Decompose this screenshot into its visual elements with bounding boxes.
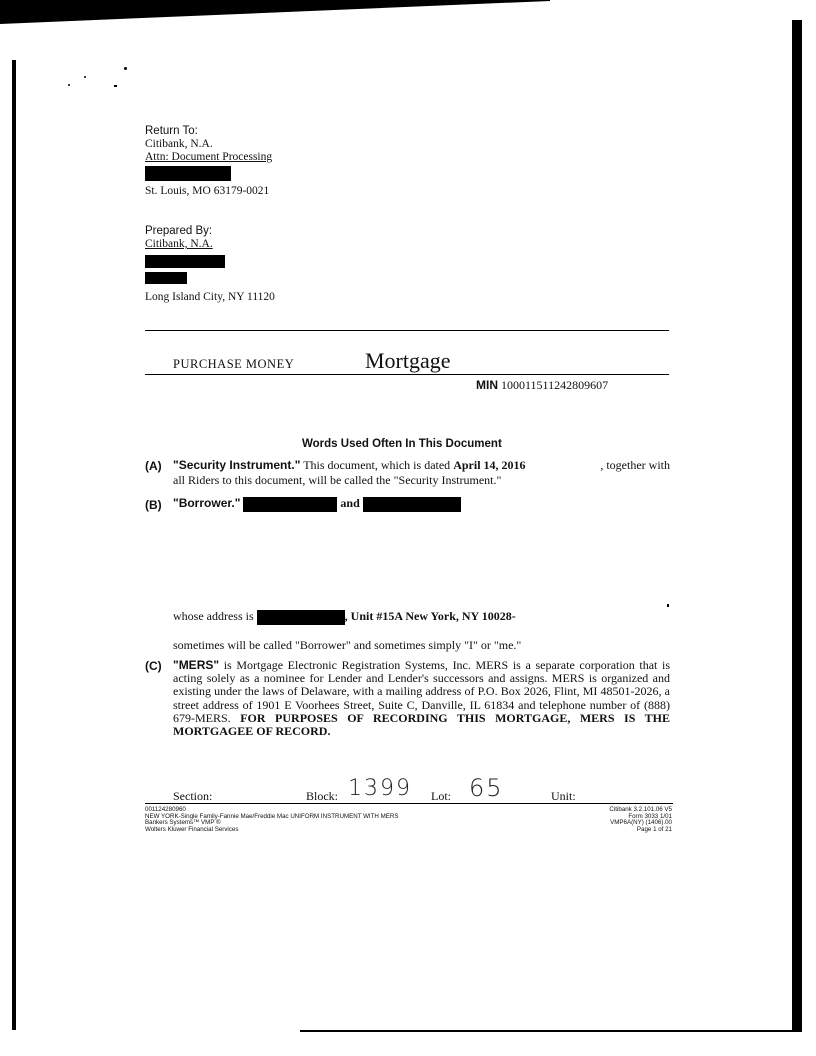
address-rest: , Unit #15A New York, NY 10028- [344,609,516,623]
item-c-paragraph [173,659,670,738]
scan-speck [114,85,117,87]
redaction-block [243,497,337,512]
return-to-line2: Attn: Document Processing [145,151,273,163]
footer-right [560,807,672,833]
scan-speck [68,84,70,86]
item-a-term: "Security Instrument." [173,458,301,472]
unit-label: Unit: [551,789,576,803]
min-label: MIN [476,378,498,392]
scan-speck [667,604,669,607]
footer-left-line1: 001124280960 [145,806,186,813]
scan-bottom-line [300,1030,800,1032]
sometimes-line: sometimes will be called "Borrower" and sometimes simply "I" or "me." [173,638,522,652]
title-prefix: PURCHASE MONEY [173,357,295,371]
title-underline [145,374,669,375]
min-line [476,378,608,393]
item-a-line2: all Riders to this document, will be called the "Security Instrument." [173,473,502,487]
item-b-marker: (B) [145,498,162,512]
scan-speck [84,76,86,78]
redaction-block [145,272,187,284]
item-a-text1: This document, which is dated [303,458,451,472]
prepared-by-heading: Prepared By: [145,225,213,237]
item-c-text: is Mortgage Electronic Registration Systems, Inc. MERS is a separate corporation that is acting solely as a nominee for Lender and Lender's successors and assigns. MERS is organized and existing under the laws of Delaware, with a mailing address of P.O. Box 2026, Flint, MI 48501-2026, a street address of 1901 E Voorhees Street, Suite C, Danville, IL 61834 and telephone number of (888) 679-MERS. [173,658,671,725]
footer-right-line4: Page 1 of 21 [636,825,672,833]
footer-left-line3: Bankers Systems™ VMP ® [145,819,221,827]
item-a-line1 [173,459,670,472]
footer-right-line1: Citibank 3.2.101.06 V5 [609,806,672,813]
return-to-block [145,124,405,198]
redaction-block [145,255,225,268]
return-to-heading: Return To: [145,125,198,137]
lot-value: 65 [469,774,504,802]
prepared-by-line1: Citibank, N.A. [145,238,213,250]
item-c-marker: (C) [145,659,162,673]
return-to-line1: Citibank, N.A. [145,138,213,150]
footer-right-line3: VMP6A(NY) (1406).00 [610,819,672,827]
document-title: Mortgage [365,348,451,373]
item-b-term: "Borrower." [173,496,241,510]
item-c-term: "MERS" [173,658,220,672]
address-line [173,609,516,625]
section-label: Section: [173,789,213,803]
item-a-date: April 14, 2016 [453,458,526,472]
scan-left-border [12,60,16,1030]
redaction-block [257,610,345,625]
address-label: whose address is [173,609,254,623]
block-label: Block: [306,789,338,803]
min-number: 100011511242809607 [501,378,609,392]
block-value: 1399 [348,776,412,801]
scan-top-border [0,0,550,24]
scan-speck [124,67,127,70]
footer-left-line4: Wolters Kluwer Financial Services [145,825,239,833]
prepared-by-block [145,224,405,304]
footer-right-line2: Form 3033 1/01 [628,812,672,820]
item-a-marker: (A) [145,459,162,473]
separator-line [145,330,669,331]
item-b-line [173,496,461,512]
prepared-by-line2: Long Island City, NY 11120 [145,291,275,303]
redaction-block [363,497,461,512]
parcel-underline [145,803,673,804]
footer-left-line2: NEW YORK-Single Family-Fannie Mae/Freddie Mac UNIFORM INSTRUMENT WITH MERS [145,812,399,820]
item-b-and: and [340,496,360,510]
return-to-line3: St. Louis, MO 63179-0021 [145,185,270,197]
footer-left [145,807,399,833]
item-a-tail: , together with [600,458,670,472]
section-heading: Words Used Often In This Document [302,438,502,450]
scan-right-border [792,20,802,1032]
item-c-bold: FOR PURPOSES OF RECORDING THIS MORTGAGE, MERS IS THE MORTGAGEE OF RECORD. [173,710,671,739]
redaction-block [145,166,231,181]
lot-label: Lot: [431,789,451,803]
